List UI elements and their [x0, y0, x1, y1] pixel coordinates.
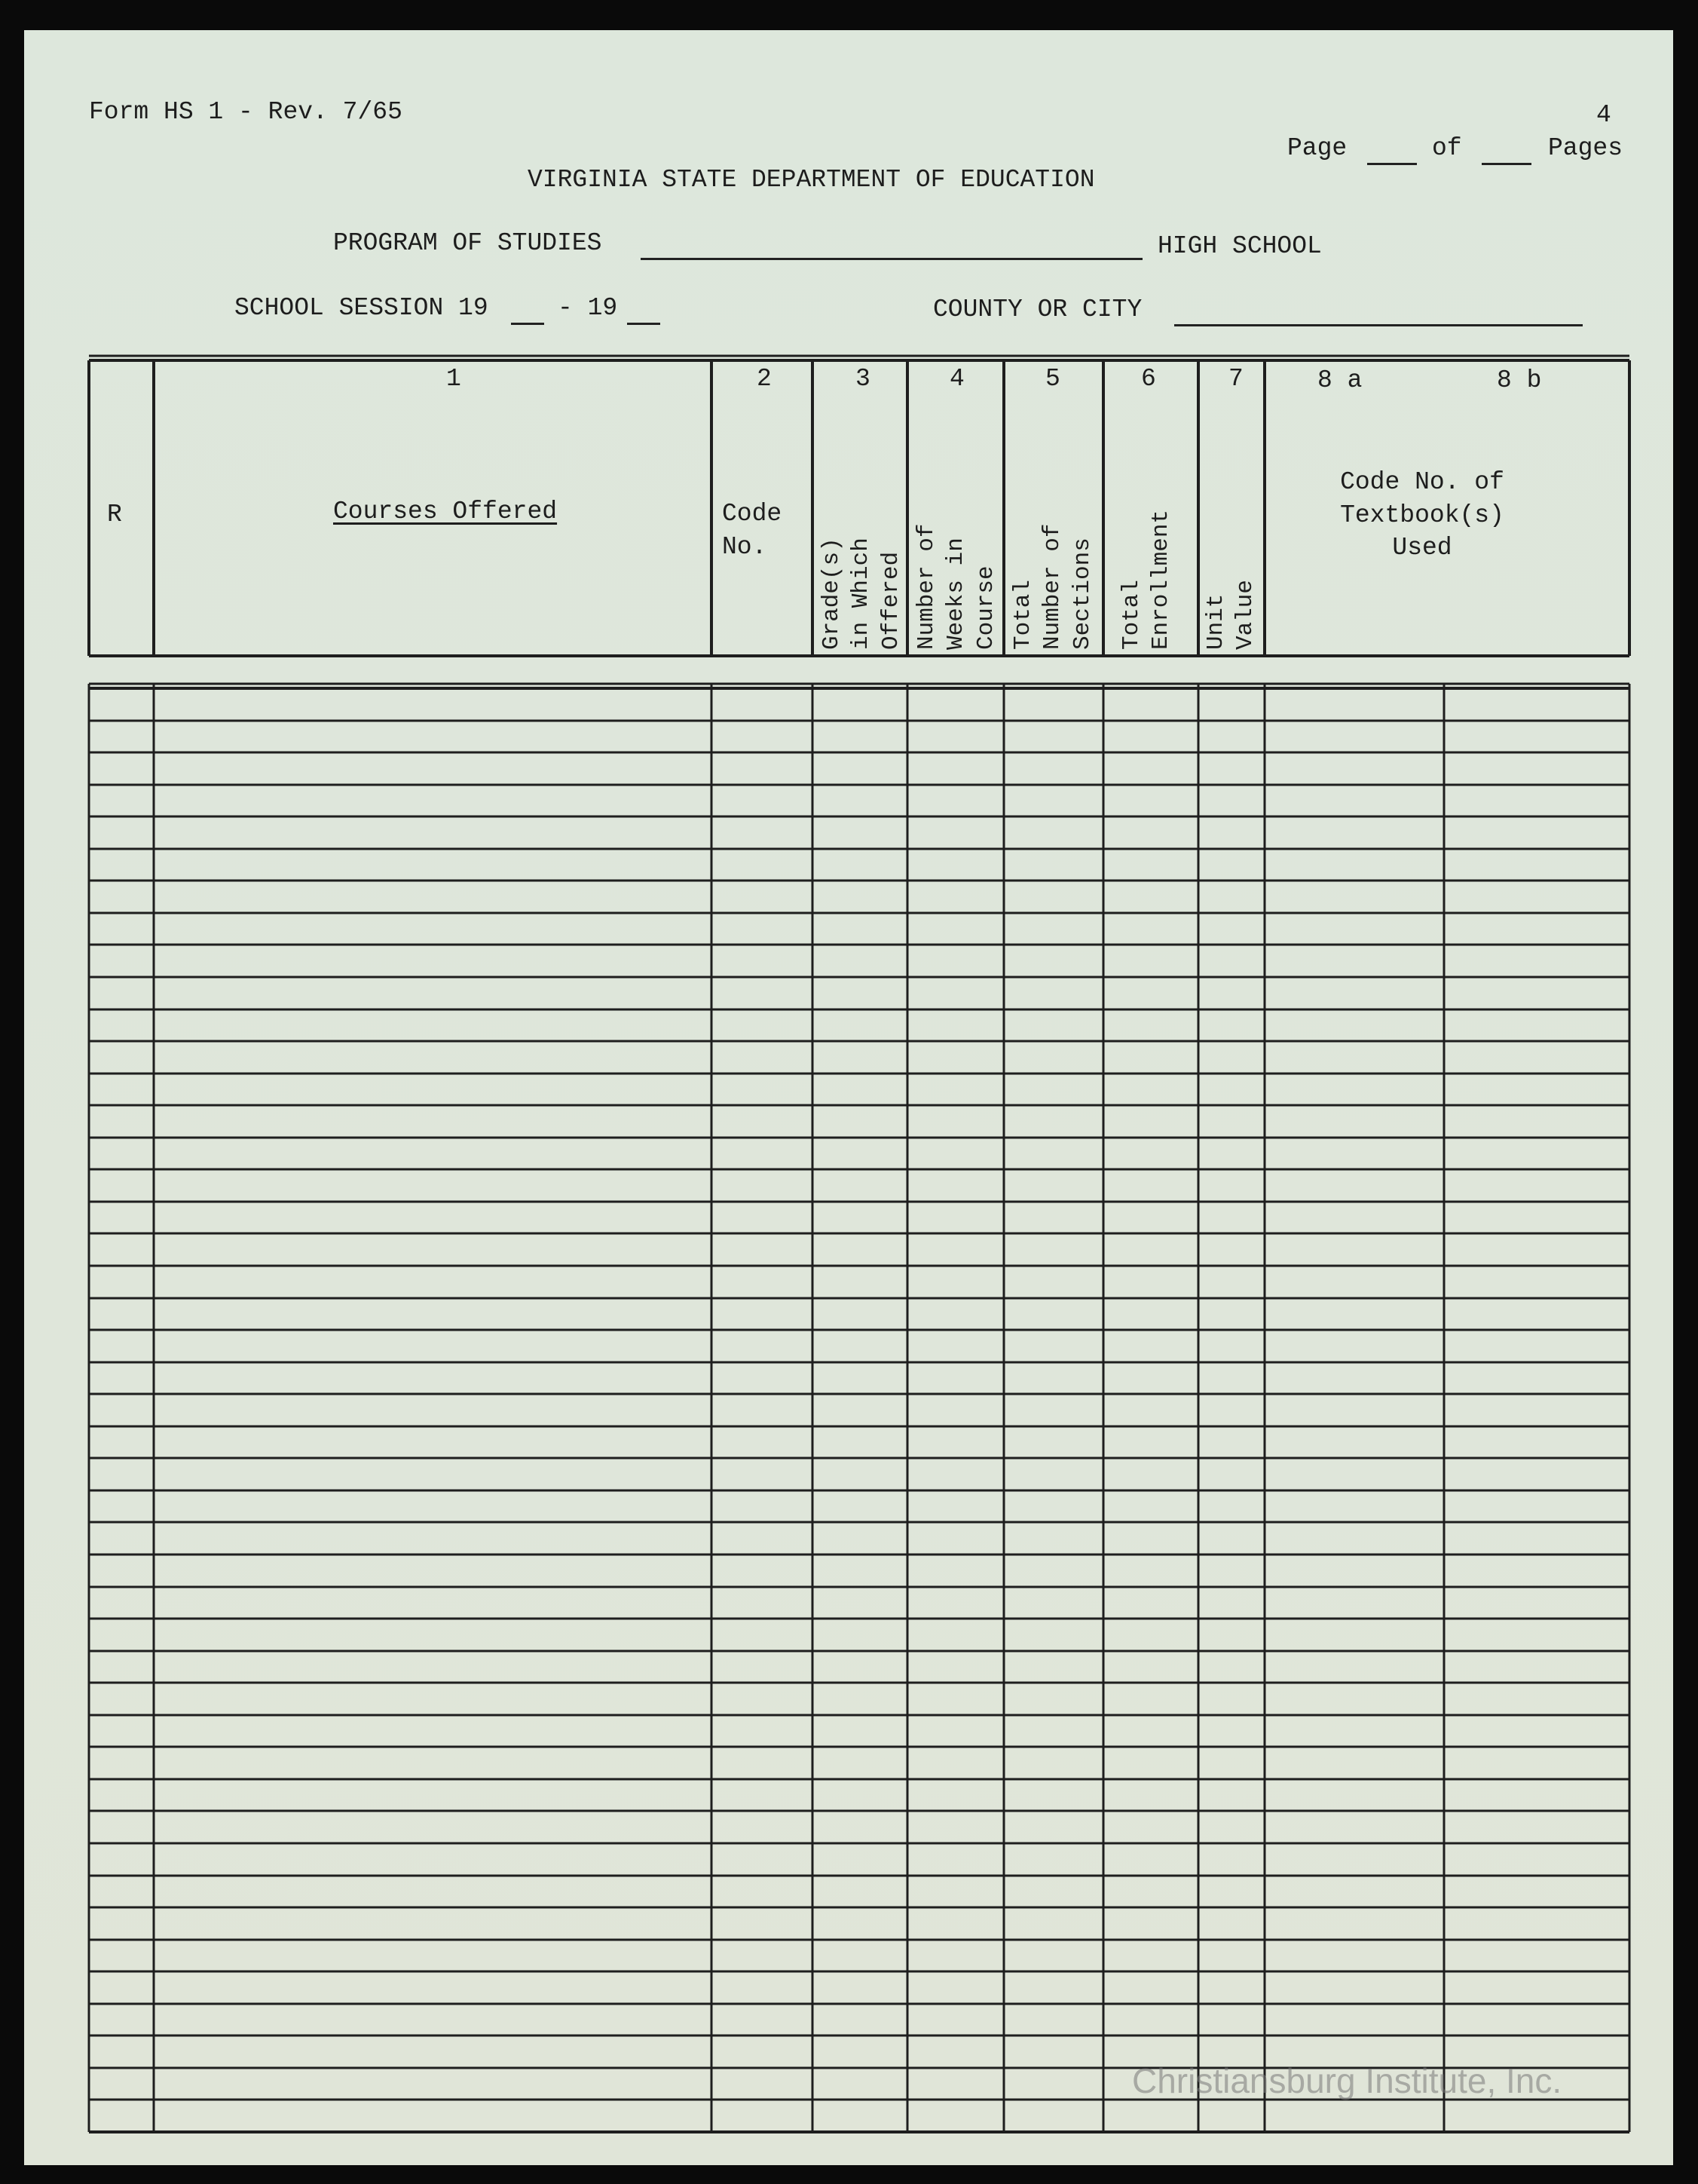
pages-label: Pages [1548, 134, 1623, 162]
col-number-7: 7 [1228, 365, 1244, 393]
col-header-code-no: Code No. [722, 500, 782, 561]
program-label: PROGRAM OF STUDIES [333, 229, 602, 257]
department-title: VIRGINIA STATE DEPARTMENT OF EDUCATION [528, 166, 1095, 194]
col-header-courses-offered: Courses Offered [333, 498, 558, 525]
col-header-grades: Grade(s) in Which Offered [818, 538, 904, 650]
form-id: Form HS 1 - Rev. 7/65 [89, 98, 402, 126]
form-page [24, 30, 1673, 2165]
col-header-unit-value: Unit Value [1203, 579, 1259, 650]
table-grid [24, 30, 1673, 2165]
col-number-1: 1 [446, 365, 461, 393]
county-label: COUNTY OR CITY [933, 296, 1143, 323]
session-label: SCHOOL SESSION 19 [234, 294, 488, 322]
page-label: Page [1287, 134, 1348, 162]
session-dash: - 19 [558, 294, 618, 322]
of-label: of [1432, 134, 1462, 162]
col-number-8b: 8 b [1497, 366, 1542, 394]
col-number-6: 6 [1141, 365, 1156, 393]
page-number: 4 [1596, 101, 1611, 129]
watermark: Christiansburg Institute, Inc. [1132, 2061, 1562, 2100]
col-number-3: 3 [855, 365, 870, 393]
col-number-8a: 8 a [1317, 366, 1363, 394]
col-number-4: 4 [950, 365, 965, 393]
col-header-weeks: Number of Weeks in Course [913, 523, 999, 650]
col-number-5: 5 [1045, 365, 1060, 393]
high-school-label: HIGH SCHOOL [1158, 232, 1322, 260]
col-header-textbook-code: Code No. of Textbook(s) Used [1340, 468, 1504, 562]
col-header-enrollment: Total Enrollment [1118, 509, 1175, 650]
col-header-sections: Total Number of Sections [1010, 523, 1096, 650]
col-header-r: R [107, 501, 122, 528]
col-number-2: 2 [757, 365, 772, 393]
